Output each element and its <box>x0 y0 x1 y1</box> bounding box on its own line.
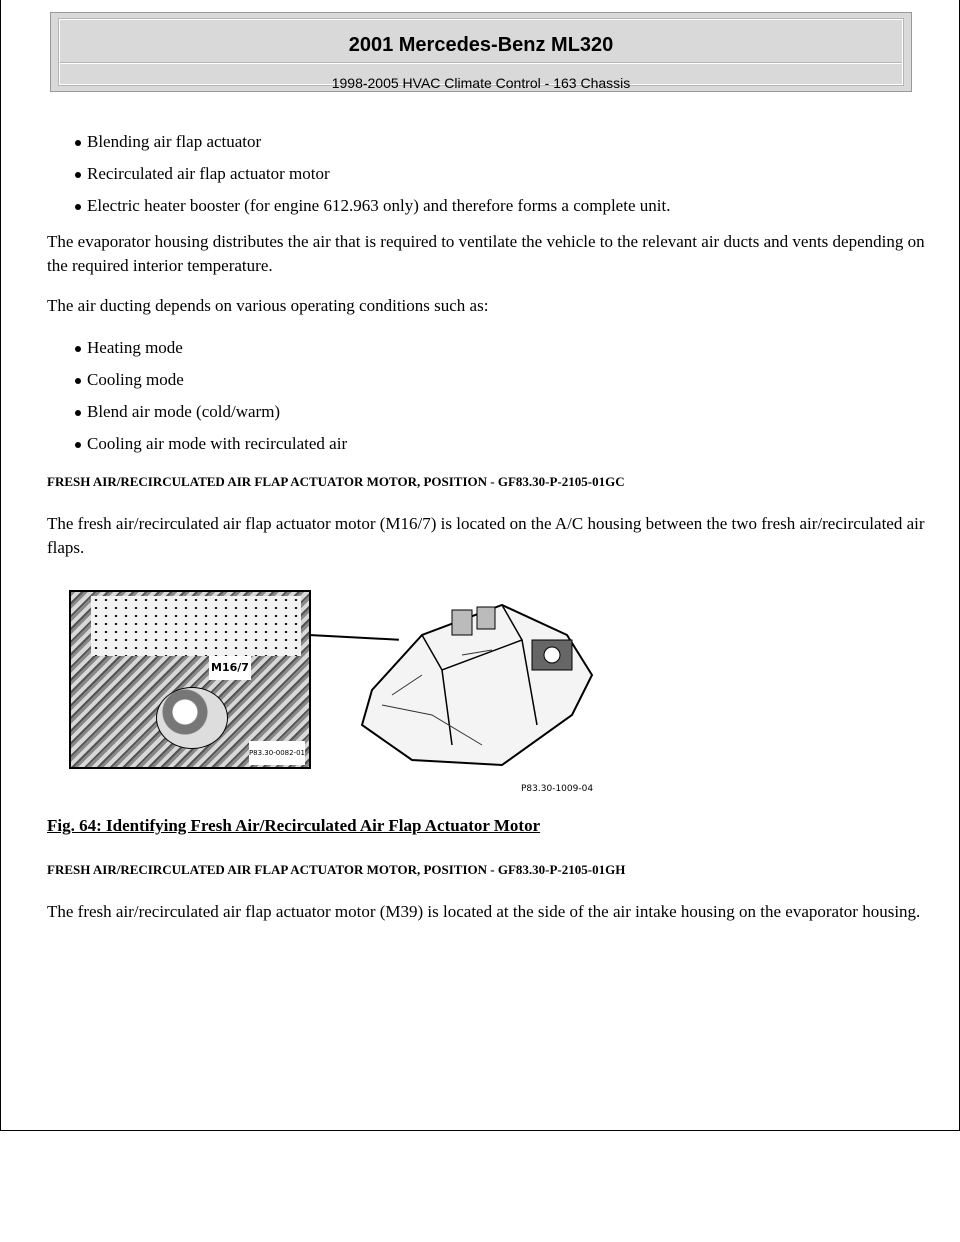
component-list <box>47 130 927 218</box>
list-item: Recirculated air flap actuator motor <box>87 162 927 186</box>
figure-caption-link[interactable]: Fig. 64: Identifying Fresh Air/Recirculated Air Flap Actuator Motor <box>47 816 541 835</box>
list-item: Cooling air mode with recirculated air <box>87 432 927 456</box>
paragraph-m16-7-location: The fresh air/recirculated air flap actuator motor (M16/7) is located on the A/C housing between the two fresh air/recirculated air flaps. <box>47 514 925 557</box>
motor-photo <box>69 590 311 769</box>
paragraph-air-ducting: The air ducting depends on various operating conditions such as: <box>47 296 489 315</box>
document-title: 2001 Mercedes-Benz ML320 <box>348 34 614 56</box>
header-divider <box>60 62 902 64</box>
list-item: Cooling mode <box>87 368 927 392</box>
operating-conditions-list <box>47 336 927 456</box>
actuator-motor-shape <box>156 687 228 749</box>
document-body <box>47 130 927 940</box>
page-header <box>50 12 912 92</box>
list-item: Electric heater booster (for engine 612.963 only) and therefore forms a complete unit. <box>87 194 927 218</box>
header-frame <box>59 19 903 91</box>
list-item: Heating mode <box>87 336 927 360</box>
photo-label: M16/7 <box>209 656 251 680</box>
figure-64 <box>69 590 599 800</box>
paragraph-m39-location: The fresh air/recirculated air flap actuator motor (M39) is located at the side of the air intake housing on the evaporator housing. <box>47 902 921 921</box>
figure-code: P83.30-1009-04 <box>521 784 594 794</box>
hvac-housing-illustration <box>352 595 597 770</box>
list-item: Blend air mode (cold/warm) <box>87 400 927 424</box>
photo-code: P83.30-0082-01 <box>249 741 305 765</box>
list-item: Blending air flap actuator <box>87 130 927 154</box>
dashboard-area <box>91 596 301 656</box>
paragraph-evaporator-housing: The evaporator housing distributes the air that is required to ventilate the vehicle to the relevant air ducts and vents depending on the required interior temperature. <box>47 232 925 275</box>
section-heading-m39: FRESH AIR/RECIRCULATED AIR FLAP ACTUATOR MOTOR, POSITION - GF83.30-P-2105-01GH <box>47 862 626 877</box>
document-subtitle: 1998-2005 HVAC Climate Control - 163 Chassis <box>331 75 631 91</box>
section-heading-m16-7: FRESH AIR/RECIRCULATED AIR FLAP ACTUATOR MOTOR, POSITION - GF83.30-P-2105-01GC <box>47 474 625 489</box>
